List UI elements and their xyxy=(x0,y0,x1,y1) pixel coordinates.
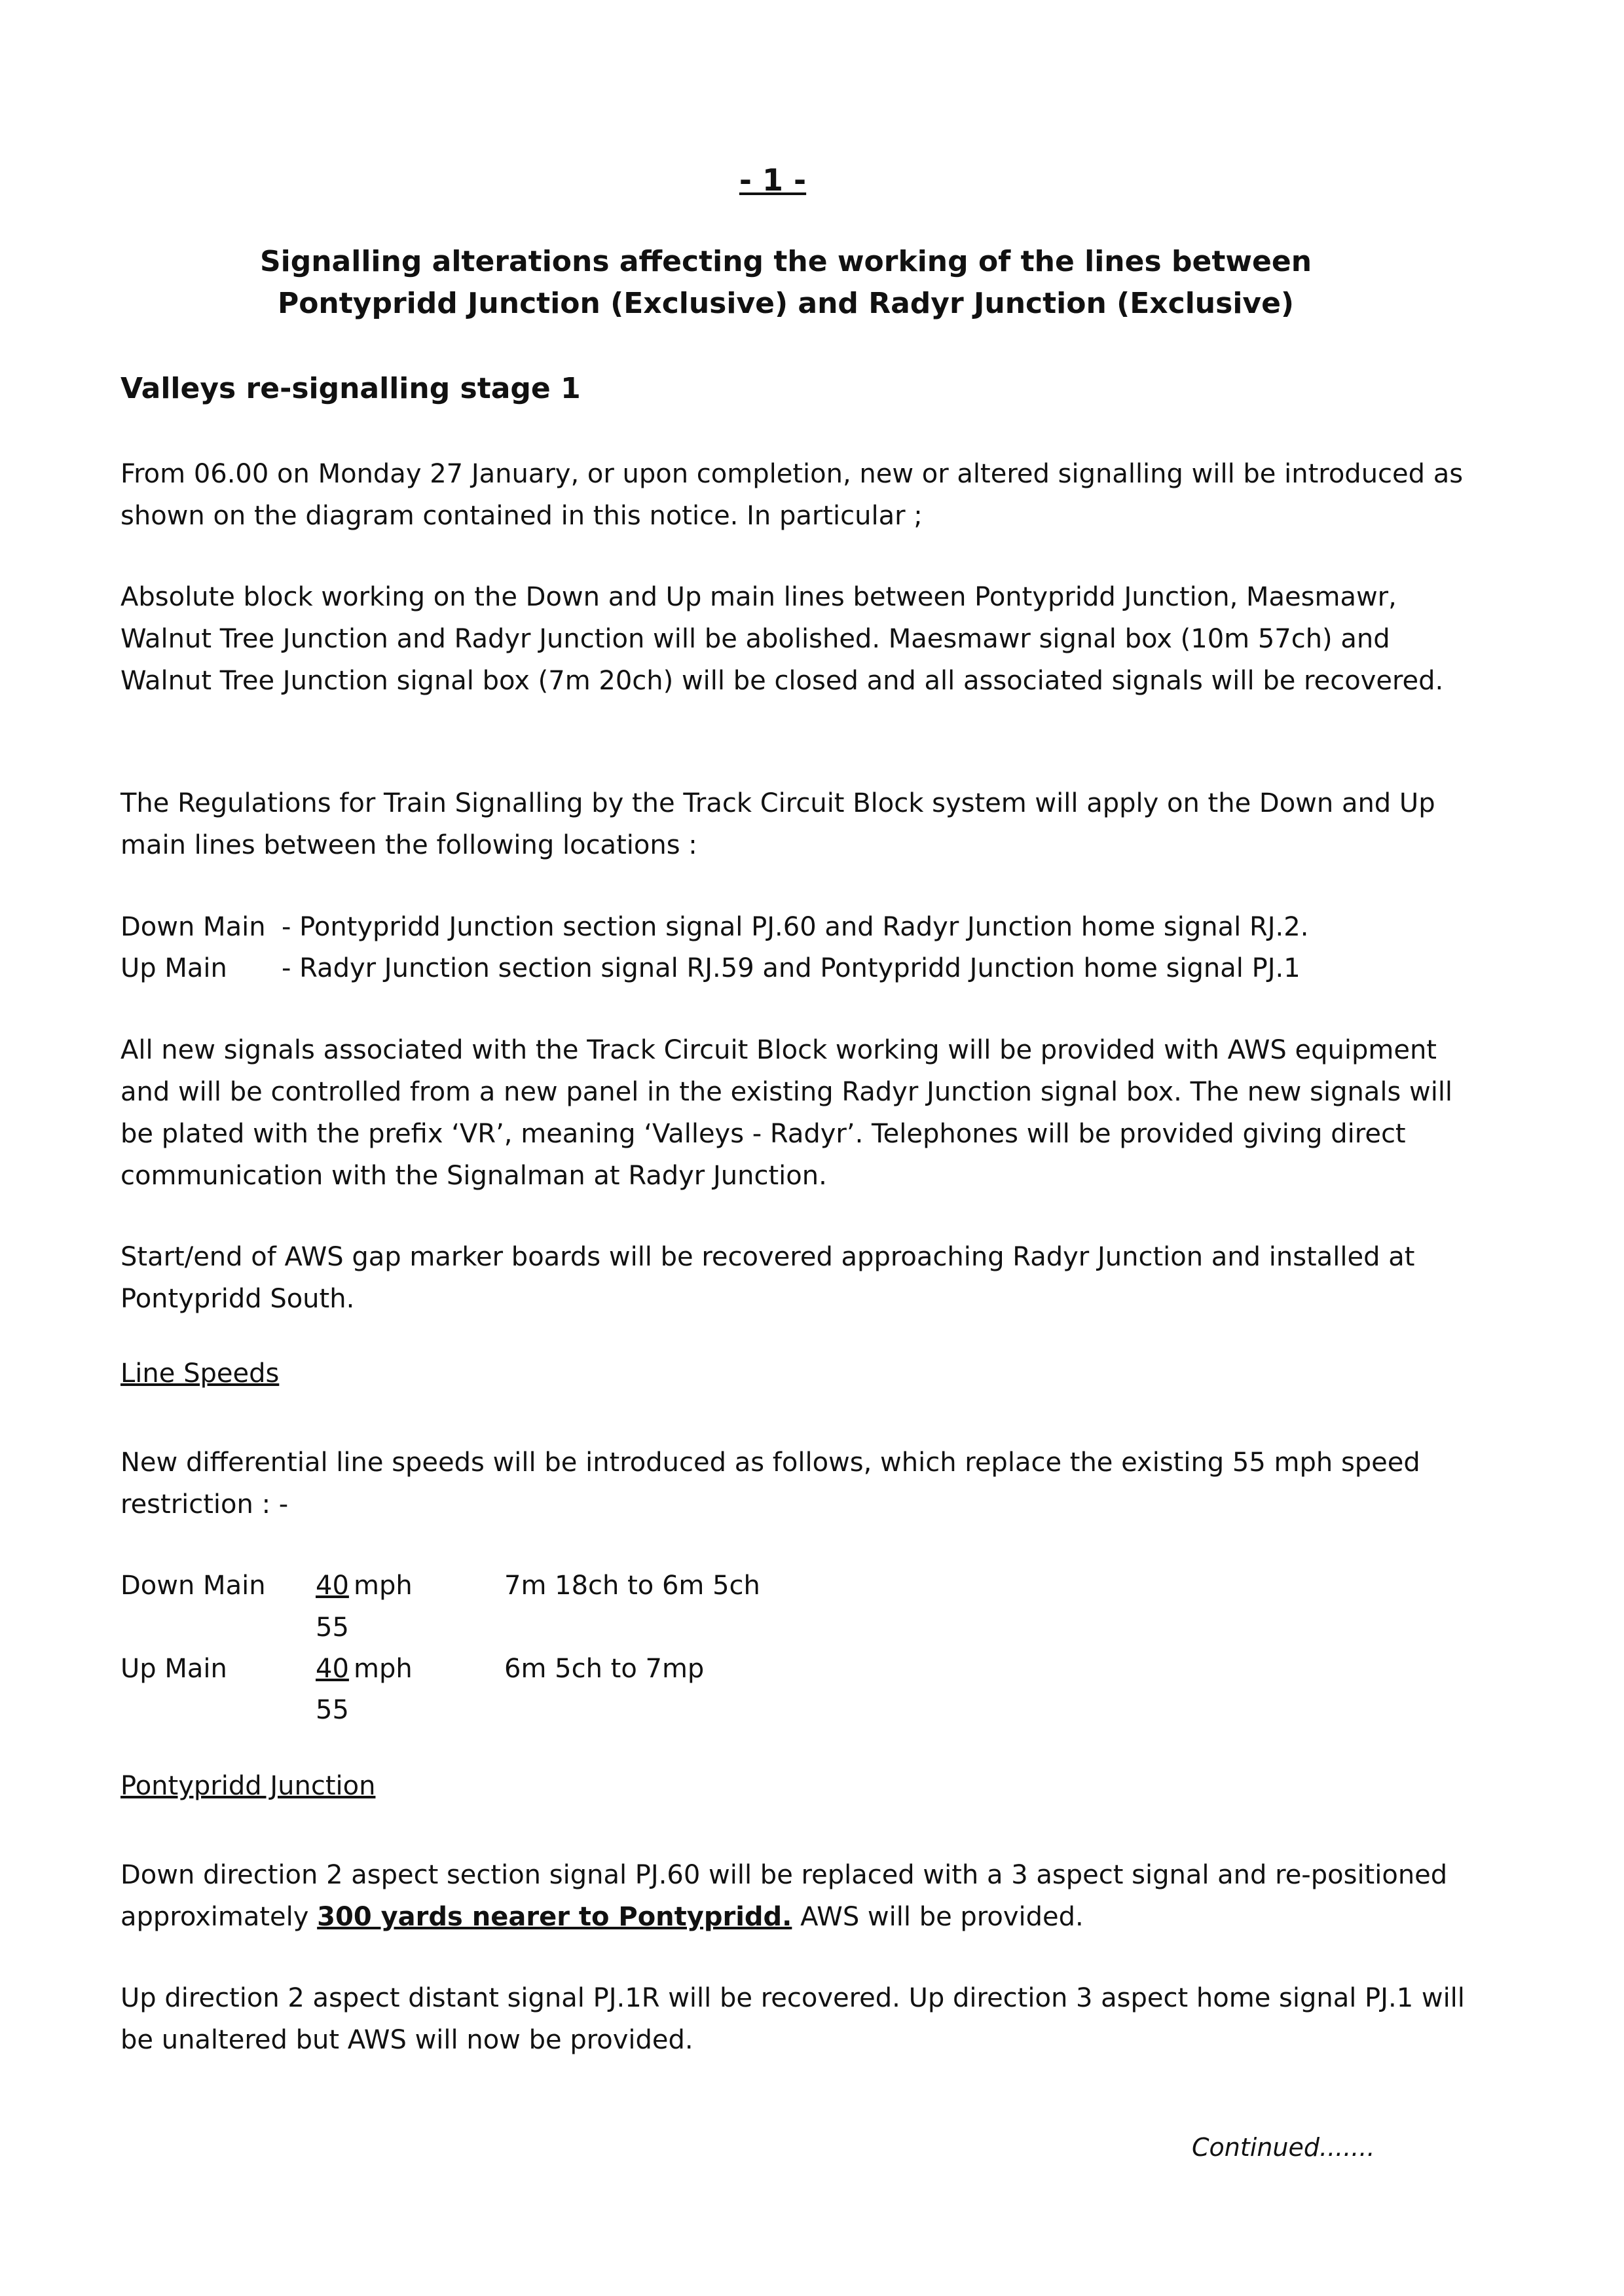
title-line-1: Signalling alterations affecting the working of the lines between xyxy=(259,245,1312,278)
tcb-paragraph: The Regulations for Train Signalling by the Track Circuit Block system will apply on the Down and Up main lines between the following locations : xyxy=(120,788,1435,860)
pj1-paragraph: Up direction 2 aspect distant signal PJ.1R will be recovered. Up direction 3 aspect home signal PJ.1 will be unaltered but AWS will now be provided. xyxy=(120,1983,1465,2055)
tcb-down-text: - Pontypridd Junction section signal PJ.60 and Radyr Junction home signal RJ.2. xyxy=(282,912,1309,942)
speed-line-label: Up Main xyxy=(120,1654,227,1684)
speed-value-bottom: 55 xyxy=(316,1695,349,1725)
aws-signals-paragraph: All new signals associated with the Track Circuit Block working will be provided with AWS equipment and will be controlled from a new panel in the existing Radyr Junction signal box. The new signals will be plated with the prefix ‘VR’, meaning ‘Valleys - Radyr’. Telephones will be provided giving direct communication with the Signalman at Radyr Junction. xyxy=(120,1035,1453,1191)
section-subtitle: Valleys re-signalling stage 1 xyxy=(120,372,581,405)
absolute-block-paragraph: Absolute block working on the Down and Up main lines between Pontypridd Junction, Maesmawr, Walnut Tree Junction and Radyr Junction will be abolished. Maesmawr signal box (10m 57ch) and Walnut Tree Junction signal box (7m 20ch) will be closed and all associated signals will be recovered. xyxy=(120,582,1444,696)
page-number: - 1 - xyxy=(739,162,807,198)
pj60-text-a: Down direction 2 aspect section signal PJ.60 will be replaced with a 3 aspect signal and re-positioned approximately xyxy=(120,1860,1448,1932)
speed-value-top: 40 xyxy=(316,1654,349,1684)
speed-value-top: 40 xyxy=(316,1571,349,1601)
speed-unit: mph xyxy=(354,1571,413,1601)
title-line-2: Pontypridd Junction (Exclusive) and Radyr Junction (Exclusive) xyxy=(277,287,1295,320)
speed-line-label: Down Main xyxy=(120,1571,266,1601)
line-speeds-paragraph: New differential line speeds will be introduced as follows, which replace the existing 55 mph speed restriction : - xyxy=(120,1448,1420,1520)
pj60-emphasis: 300 yards nearer to Pontypridd. xyxy=(317,1902,792,1932)
speed-mileage-range: 7m 18ch to 6m 5ch xyxy=(504,1571,760,1601)
line-speeds-heading: Line Speeds xyxy=(120,1358,280,1389)
pj60-paragraph xyxy=(120,1854,1483,1938)
tcb-up-text: - Radyr Junction section signal RJ.59 and Pontypridd Junction home signal PJ.1 xyxy=(282,953,1301,983)
speed-value-bottom: 55 xyxy=(316,1613,349,1643)
continued-note: Continued....... xyxy=(1192,2133,1375,2162)
pj60-text-c: AWS will be provided. xyxy=(792,1902,1084,1932)
speed-unit: mph xyxy=(354,1654,413,1684)
speed-mileage-range: 6m 5ch to 7mp xyxy=(504,1654,705,1684)
pontypridd-junction-heading: Pontypridd Junction xyxy=(120,1771,376,1801)
gap-marker-paragraph: Start/end of AWS gap marker boards will be recovered approaching Radyr Junction and installed at Pontypridd South. xyxy=(120,1242,1415,1314)
tcb-up-label: Up Main xyxy=(120,953,227,983)
page-title xyxy=(131,241,1441,325)
tcb-down-label: Down Main xyxy=(120,912,266,942)
intro-paragraph: From 06.00 on Monday 27 January, or upon completion, new or altered signalling will be introduced as shown on the diagram contained in this notice. In particular ; xyxy=(120,459,1464,531)
